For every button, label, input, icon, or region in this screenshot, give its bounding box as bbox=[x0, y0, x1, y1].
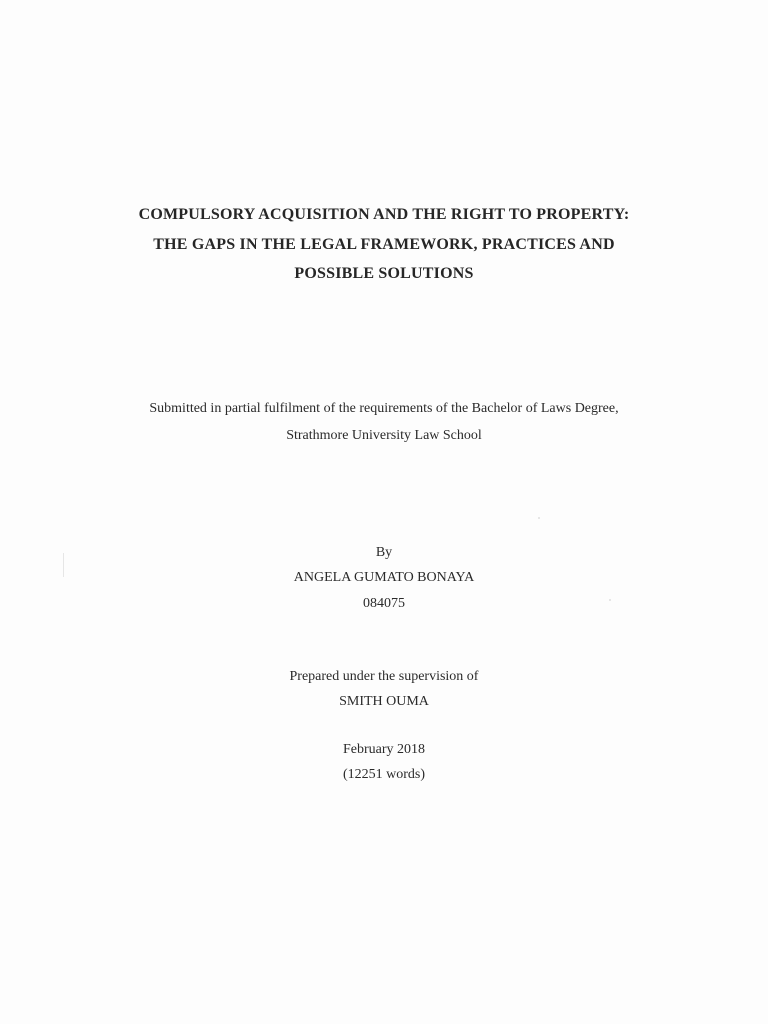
submission-line-2: Strathmore University Law School bbox=[286, 428, 482, 443]
submission-date: February 2018 bbox=[342, 742, 426, 757]
title-line-3: POSSIBLE SOLUTIONS bbox=[294, 265, 474, 282]
title-line-2: THE GAPS IN THE LEGAL FRAMEWORK, PRACTICES AND bbox=[153, 236, 615, 253]
scan-artifact bbox=[63, 553, 64, 577]
submission-line-1: Submitted in partial fulfilment of the requirements of the Bachelor of Laws Degree, bbox=[149, 401, 619, 416]
scan-artifact bbox=[609, 599, 611, 601]
by-label: By bbox=[375, 545, 393, 560]
student-number: 084075 bbox=[363, 596, 405, 611]
title-line-1: COMPULSORY ACQUISITION AND THE RIGHT TO PROPERTY: bbox=[138, 206, 630, 223]
scan-artifact bbox=[538, 517, 540, 519]
supervision-label: Prepared under the supervision of bbox=[289, 669, 479, 684]
supervisor-name: SMITH OUMA bbox=[339, 694, 429, 709]
word-count: (12251 words) bbox=[342, 767, 426, 782]
author-name: ANGELA GUMATO BONAYA bbox=[293, 570, 475, 585]
